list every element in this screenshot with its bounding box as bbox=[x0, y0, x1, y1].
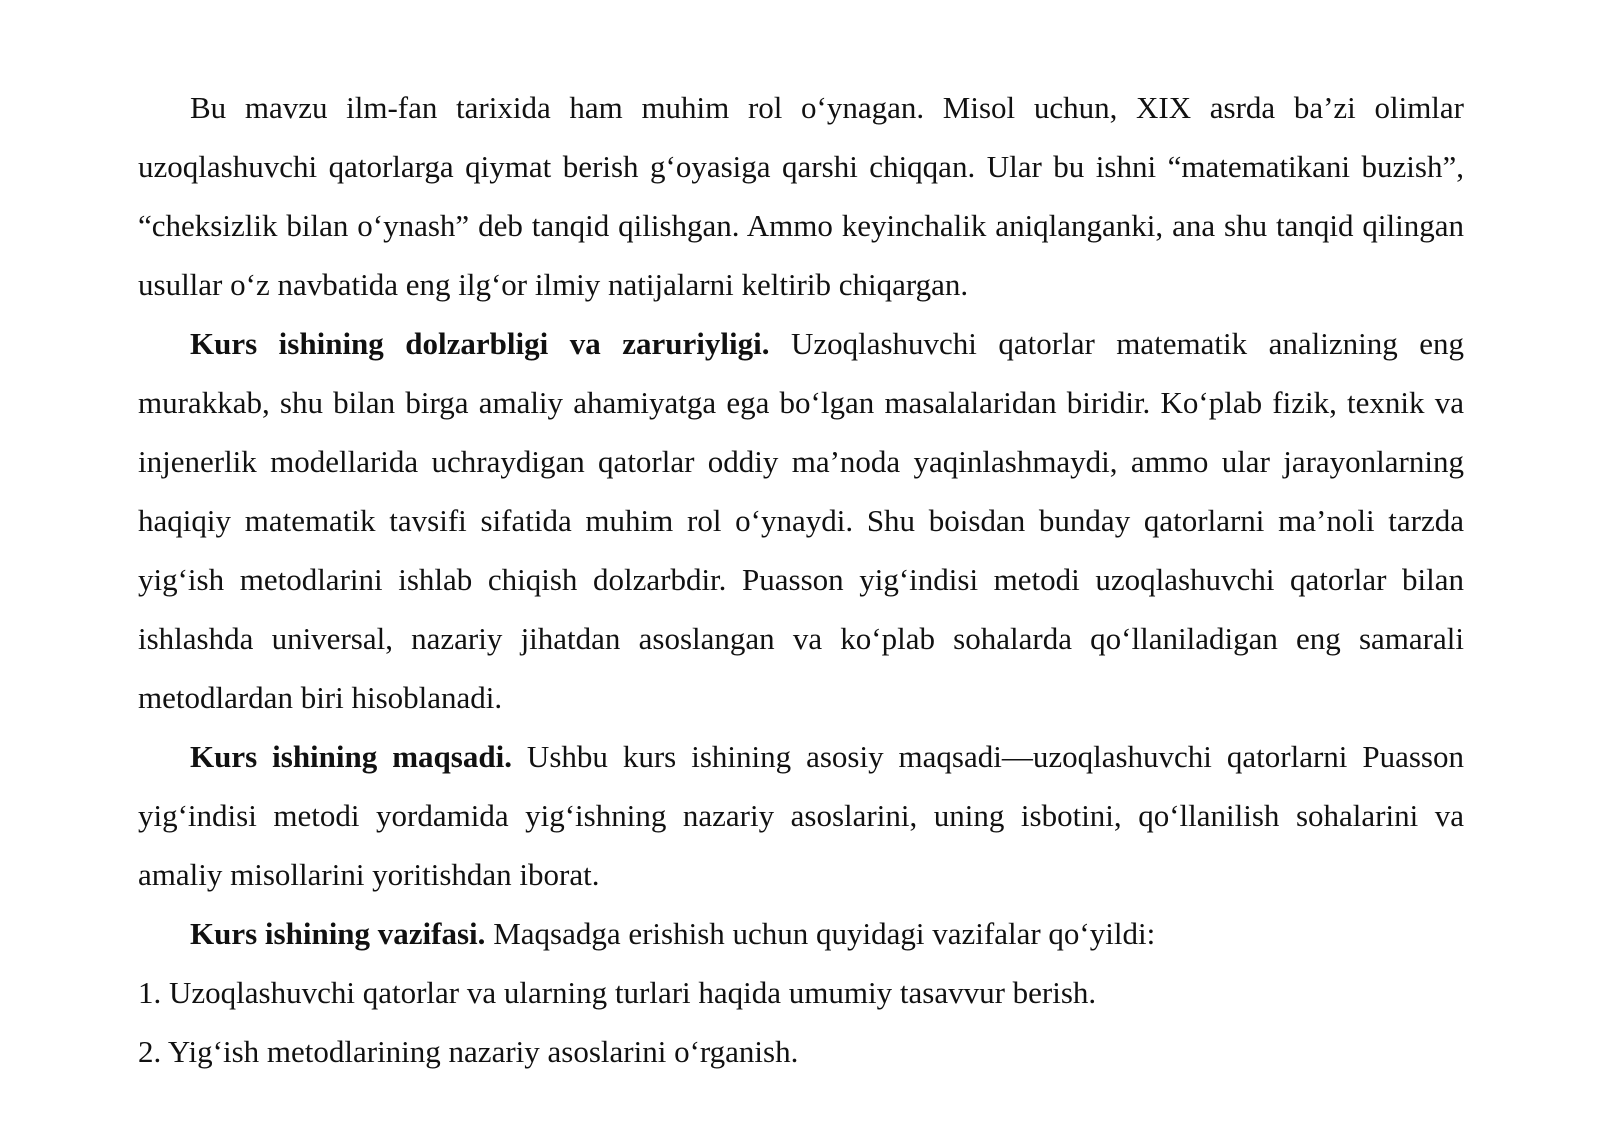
section-heading-tasks: Kurs ishining vazifasi. bbox=[190, 916, 486, 951]
section-heading-goal: Kurs ishining maqsadi. bbox=[190, 739, 512, 774]
document-page bbox=[138, 78, 1464, 1081]
paragraph-goal bbox=[138, 727, 1464, 904]
paragraph-history bbox=[138, 78, 1464, 314]
paragraph-relevance bbox=[138, 314, 1464, 727]
paragraph-text: Maqsadga erishish uchun quyidagi vazifalar qo‘yildi: bbox=[485, 916, 1156, 951]
paragraph-text: Ushbu kurs ishining asosiy maqsadi—uzoqlashuvchi qatorlarni Puasson yig‘indisi metodi yordamida yig‘ishning nazariy asoslarini, uning isbotini, qo‘llanilish sohalarini va amaliy misollarini yoritishdan iborat. bbox=[138, 739, 1464, 892]
list-item: 2. Yig‘ish metodlarining nazariy asoslarini o‘rganish. bbox=[138, 1034, 799, 1069]
section-heading-relevance: Kurs ishining dolzarbligi va zaruriyligi. bbox=[190, 326, 770, 361]
list-item: 1. Uzoqlashuvchi qatorlar va ularning turlari haqida umumiy tasavvur berish. bbox=[138, 975, 1097, 1010]
paragraph-text: Bu mavzu ilm-fan tarixida ham muhim rol o‘ynagan. Misol uchun, XIX asrda ba’zi olimlar uzoqlashuvchi qatorlarga qiymat berish g‘oyasiga qarshi chiqqan. Ular bu ishni “matematikani buzish”, “cheksizlik bilan o‘ynash” deb tanqid qilishgan. Ammo keyinchalik aniqlanganki, ana shu tanqid qilingan usullar o‘z navbatida eng ilg‘or ilmiy natijalarni keltirib chiqargan. bbox=[138, 90, 1464, 302]
paragraph-text: Uzoqlashuvchi qatorlar matematik analizning eng murakkab, shu bilan birga amaliy ahamiyatga ega bo‘lgan masalalaridan biridir. Ko‘plab fizik, texnik va injenerlik modellarida uchraydigan qatorlar oddiy ma’noda yaqinlashmaydi, ammo ular jarayonlarning haqiqiy matematik tavsifi sifatida muhim rol o‘ynaydi. Shu boisdan bunday qatorlarni ma’noli tarzda yig‘ish metodlarini ishlab chiqish dolzarbdir. Puasson yig‘indisi metodi uzoqlashuvchi qatorlar bilan ishlashda universal, nazariy jihatdan asoslangan va ko‘plab sohalarda qo‘llaniladigan eng samarali metodlardan biri hisoblanadi. bbox=[138, 326, 1464, 715]
paragraph-tasks bbox=[138, 904, 1464, 963]
